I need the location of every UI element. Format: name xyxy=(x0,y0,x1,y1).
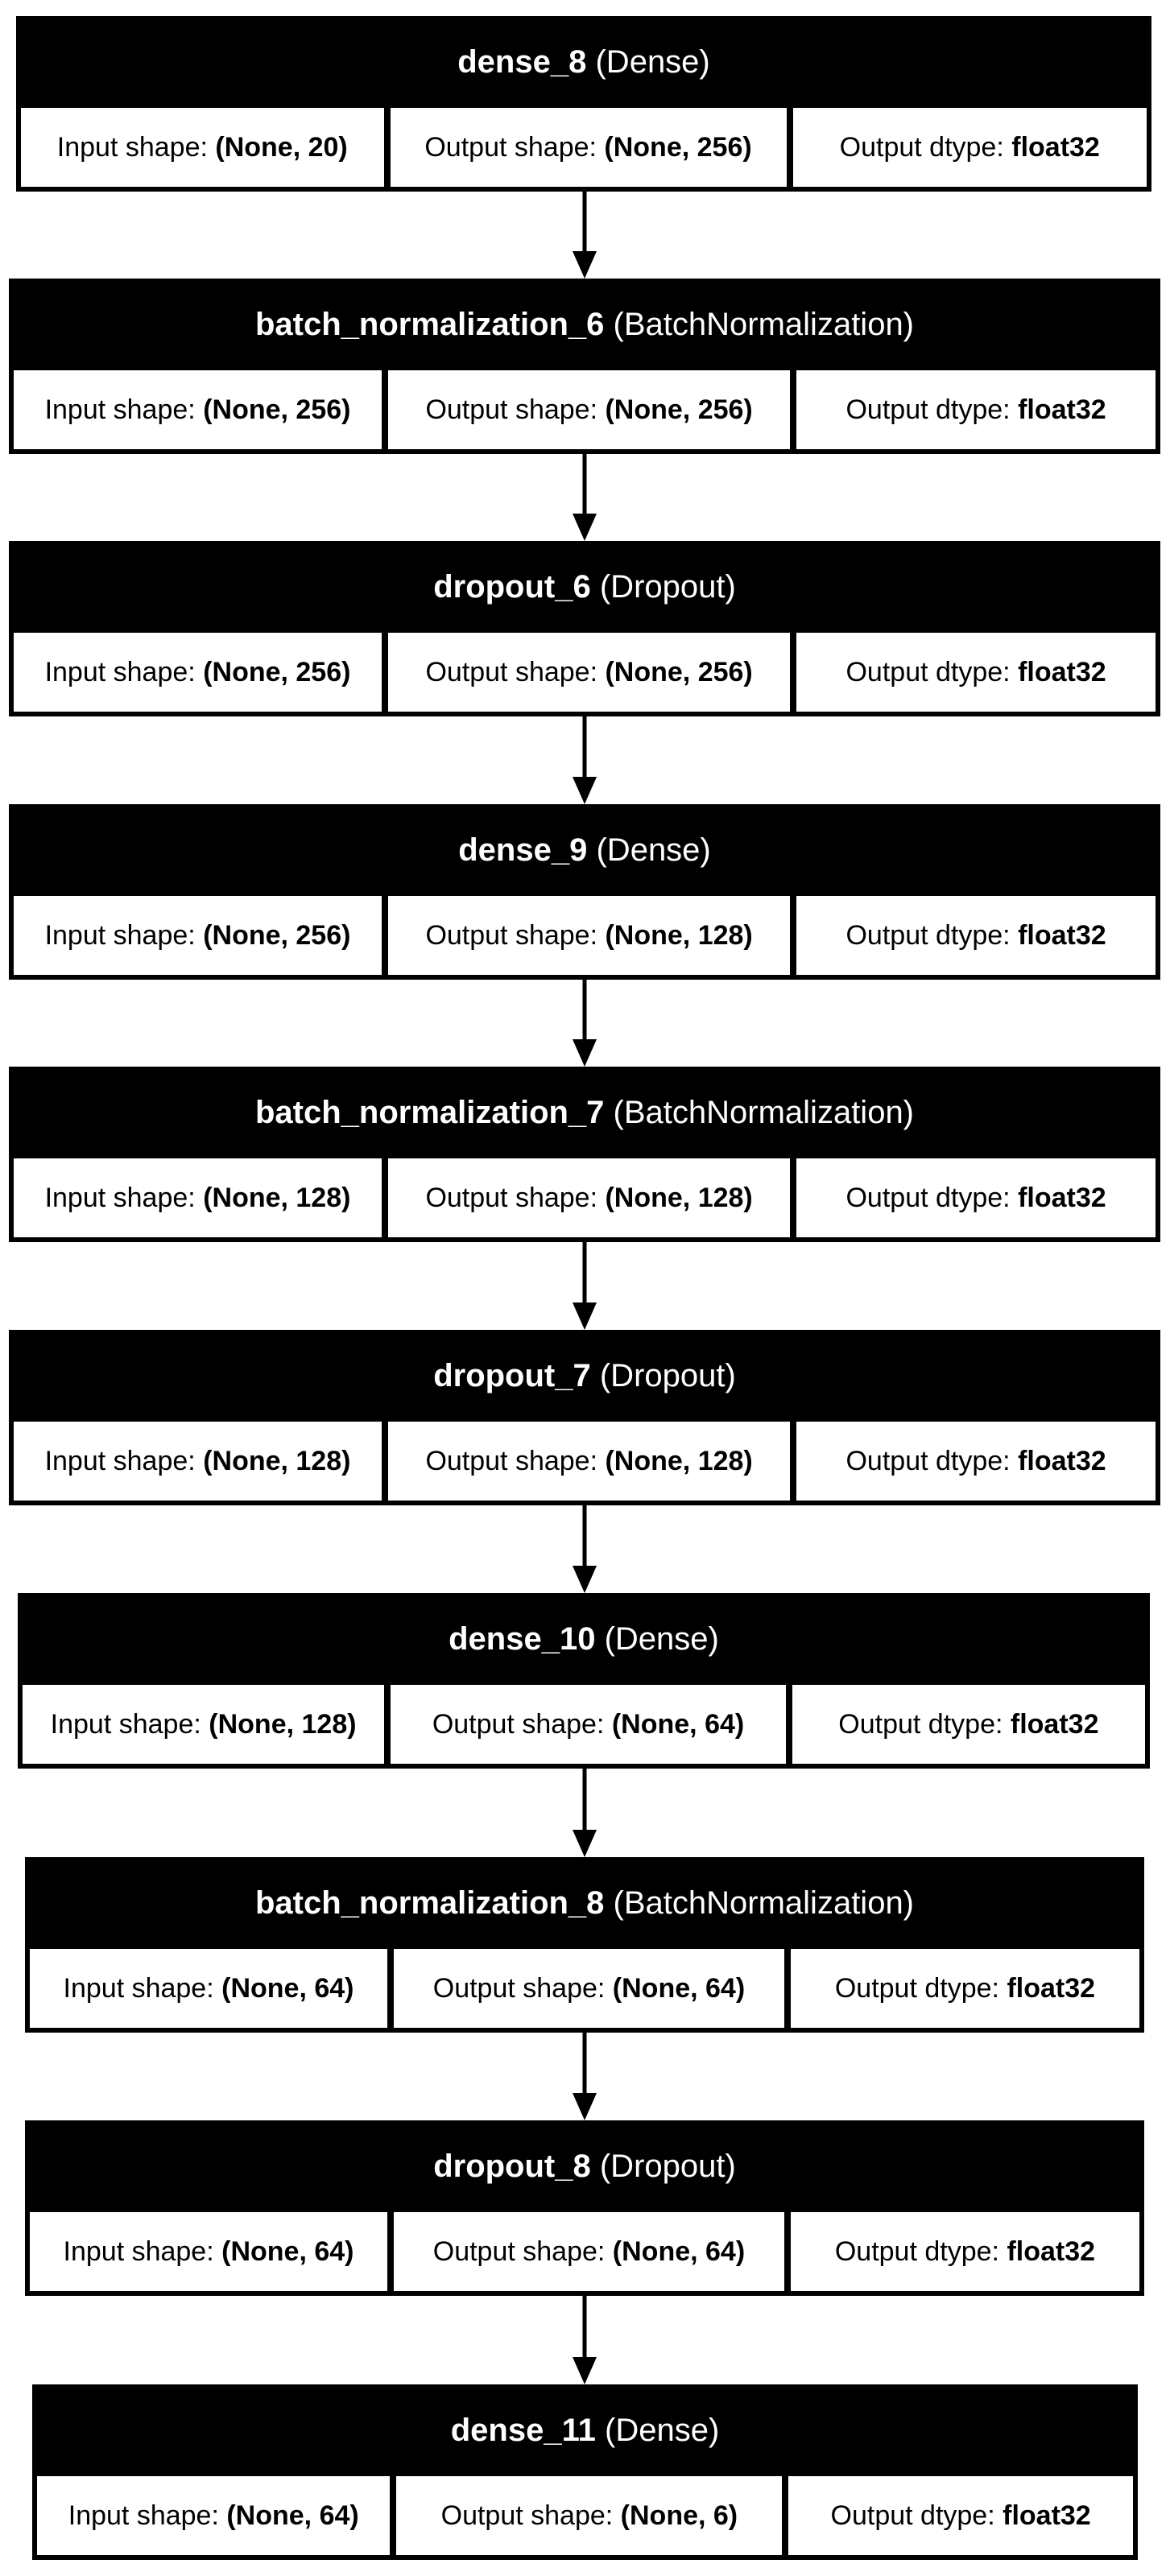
input-shape-label: Input shape: xyxy=(44,919,204,951)
layer-node xyxy=(9,804,1160,980)
layer-name: batch_normalization_8 xyxy=(254,1885,605,1921)
input-shape-cell xyxy=(14,1158,382,1237)
layer-header xyxy=(30,1857,1139,1949)
layer-shape-row xyxy=(21,108,1147,187)
input-shape-cell xyxy=(21,108,384,187)
layer-name: dropout_8 xyxy=(433,2148,591,2184)
output-dtype-value: float32 xyxy=(1003,2500,1091,2531)
output-shape-label: Output shape: xyxy=(432,1708,612,1740)
layer-header xyxy=(37,2384,1133,2476)
output-dtype-value: float32 xyxy=(1011,131,1100,163)
output-shape-cell xyxy=(388,1158,790,1237)
layer-shape-row xyxy=(37,2476,1133,2555)
input-shape-value: (None, 256) xyxy=(203,919,351,951)
output-shape-value: (None, 64) xyxy=(611,1708,745,1740)
input-shape-label: Input shape: xyxy=(44,1445,204,1476)
layer-type: (BatchNormalization) xyxy=(613,1094,915,1130)
input-shape-cell xyxy=(37,2476,390,2555)
connector-arrow xyxy=(573,1769,597,1857)
layer-node xyxy=(25,2120,1144,2296)
input-shape-label: Input shape: xyxy=(56,131,216,163)
input-shape-value: (None, 256) xyxy=(203,394,351,425)
output-shape-cell xyxy=(388,896,790,975)
output-shape-value: (None, 64) xyxy=(612,1972,746,2004)
layer-shape-row xyxy=(14,633,1156,712)
layer-type: (BatchNormalization) xyxy=(613,1885,915,1921)
output-dtype-label: Output dtype: xyxy=(845,1182,1019,1213)
layer-type: (Dense) xyxy=(596,832,711,868)
layer-header xyxy=(14,804,1156,896)
output-dtype-cell xyxy=(796,633,1156,712)
output-dtype-value: float32 xyxy=(1018,919,1106,951)
connector-arrow xyxy=(573,716,597,804)
output-dtype-label: Output dtype: xyxy=(845,394,1019,425)
layer-type: (BatchNormalization) xyxy=(613,306,915,342)
layer-type: (Dropout) xyxy=(599,568,736,605)
input-shape-value: (None, 128) xyxy=(209,1708,357,1740)
input-shape-cell xyxy=(30,1949,387,2028)
connector-arrow xyxy=(573,2033,597,2120)
output-dtype-label: Output dtype: xyxy=(845,1445,1019,1476)
layer-header xyxy=(14,1067,1156,1158)
input-shape-value: (None, 128) xyxy=(203,1182,351,1213)
output-shape-label: Output shape: xyxy=(425,1182,606,1213)
layer-header xyxy=(23,1593,1145,1685)
layer-node xyxy=(18,1593,1150,1769)
output-shape-value: (None, 256) xyxy=(605,394,753,425)
output-shape-label: Output shape: xyxy=(425,656,606,687)
output-shape-label: Output shape: xyxy=(432,2235,613,2267)
output-shape-cell xyxy=(391,1685,786,1764)
layer-header xyxy=(14,279,1156,370)
output-shape-cell xyxy=(396,2476,782,2555)
output-dtype-value: float32 xyxy=(1018,1182,1106,1213)
output-shape-cell xyxy=(394,2212,784,2291)
input-shape-label: Input shape: xyxy=(44,1182,204,1213)
layer-node xyxy=(32,2384,1138,2560)
layer-node xyxy=(9,1330,1160,1505)
output-shape-value: (None, 128) xyxy=(605,919,753,951)
layer-name: batch_normalization_6 xyxy=(254,306,605,342)
connector-arrow xyxy=(573,980,597,1067)
input-shape-label: Input shape: xyxy=(68,2500,227,2531)
output-shape-cell xyxy=(394,1949,784,2028)
layer-name: dropout_7 xyxy=(433,1357,591,1393)
output-shape-label: Output shape: xyxy=(424,131,605,163)
output-dtype-cell xyxy=(791,1949,1139,2028)
output-shape-label: Output shape: xyxy=(425,394,606,425)
input-shape-label: Input shape: xyxy=(50,1708,209,1740)
input-shape-value: (None, 64) xyxy=(221,2235,354,2267)
input-shape-value: (None, 64) xyxy=(221,1972,354,2004)
connector-arrow xyxy=(573,2296,597,2384)
layer-type: (Dense) xyxy=(605,2412,720,2448)
layer-name: batch_normalization_7 xyxy=(254,1094,605,1130)
layer-name: dense_9 xyxy=(458,832,588,868)
input-shape-cell xyxy=(14,370,382,449)
layer-node xyxy=(9,1067,1160,1242)
output-dtype-cell xyxy=(791,2212,1139,2291)
output-dtype-label: Output dtype: xyxy=(839,131,1012,163)
output-dtype-cell xyxy=(792,1685,1145,1764)
layer-name: dense_8 xyxy=(457,43,587,80)
input-shape-value: (None, 64) xyxy=(226,2500,359,2531)
output-dtype-label: Output dtype: xyxy=(845,656,1019,687)
output-shape-cell xyxy=(388,633,790,712)
output-dtype-cell xyxy=(796,1158,1156,1237)
output-dtype-label: Output dtype: xyxy=(834,1972,1007,2004)
input-shape-cell xyxy=(23,1685,384,1764)
input-shape-value: (None, 20) xyxy=(215,131,348,163)
layer-name: dropout_6 xyxy=(433,568,591,605)
input-shape-value: (None, 256) xyxy=(203,656,351,687)
output-dtype-value: float32 xyxy=(1007,1972,1096,2004)
output-shape-value: (None, 128) xyxy=(605,1445,753,1476)
output-shape-label: Output shape: xyxy=(425,919,606,951)
output-dtype-cell xyxy=(788,2476,1133,2555)
layer-type: (Dense) xyxy=(604,1620,719,1657)
input-shape-cell xyxy=(14,1422,382,1501)
output-shape-cell xyxy=(391,108,787,187)
layer-name: dense_10 xyxy=(449,1620,596,1657)
output-shape-label: Output shape: xyxy=(432,1972,613,2004)
output-shape-label: Output shape: xyxy=(425,1445,606,1476)
output-shape-value: (None, 256) xyxy=(605,656,753,687)
output-dtype-value: float32 xyxy=(1018,656,1106,687)
input-shape-label: Input shape: xyxy=(44,656,204,687)
output-dtype-value: float32 xyxy=(1018,394,1106,425)
layer-type: (Dense) xyxy=(595,43,710,80)
layer-node xyxy=(9,279,1160,454)
layer-type: (Dropout) xyxy=(599,1357,736,1393)
input-shape-value: (None, 128) xyxy=(203,1445,351,1476)
layer-shape-row xyxy=(23,1685,1145,1764)
output-shape-value: (None, 128) xyxy=(605,1182,753,1213)
output-shape-value: (None, 256) xyxy=(604,131,752,163)
output-dtype-cell xyxy=(796,370,1156,449)
output-dtype-cell xyxy=(796,896,1156,975)
layer-header xyxy=(14,1330,1156,1422)
output-shape-value: (None, 6) xyxy=(620,2500,738,2531)
connector-arrow xyxy=(573,1242,597,1330)
layer-name: dense_11 xyxy=(450,2412,596,2448)
output-dtype-value: float32 xyxy=(1018,1445,1106,1476)
layer-header xyxy=(21,16,1147,108)
connector-arrow xyxy=(573,454,597,541)
input-shape-cell xyxy=(14,633,382,712)
layer-header xyxy=(30,2120,1139,2212)
input-shape-label: Input shape: xyxy=(63,1972,222,2004)
layer-node xyxy=(16,16,1151,192)
input-shape-label: Input shape: xyxy=(63,2235,222,2267)
layer-shape-row xyxy=(30,2212,1139,2291)
layer-shape-row xyxy=(14,1422,1156,1501)
connector-arrow xyxy=(573,192,597,279)
output-shape-cell xyxy=(388,1422,790,1501)
input-shape-label: Input shape: xyxy=(44,394,204,425)
input-shape-cell xyxy=(30,2212,387,2291)
output-dtype-label: Output dtype: xyxy=(830,2500,1003,2531)
output-dtype-label: Output dtype: xyxy=(845,919,1019,951)
output-shape-value: (None, 64) xyxy=(612,2235,746,2267)
input-shape-cell xyxy=(14,896,382,975)
layer-shape-row xyxy=(14,370,1156,449)
output-dtype-cell xyxy=(796,1422,1156,1501)
output-dtype-label: Output dtype: xyxy=(838,1708,1011,1740)
output-dtype-label: Output dtype: xyxy=(834,2235,1007,2267)
layer-type: (Dropout) xyxy=(599,2148,736,2184)
layer-node xyxy=(9,541,1160,716)
output-shape-label: Output shape: xyxy=(440,2500,621,2531)
layer-shape-row xyxy=(14,896,1156,975)
output-dtype-value: float32 xyxy=(1010,1708,1099,1740)
layer-shape-row xyxy=(14,1158,1156,1237)
layer-header xyxy=(14,541,1156,633)
connector-arrow xyxy=(573,1505,597,1593)
layer-node xyxy=(25,1857,1144,2033)
output-dtype-value: float32 xyxy=(1007,2235,1096,2267)
layer-shape-row xyxy=(30,1949,1139,2028)
output-dtype-cell xyxy=(793,108,1147,187)
output-shape-cell xyxy=(388,370,790,449)
